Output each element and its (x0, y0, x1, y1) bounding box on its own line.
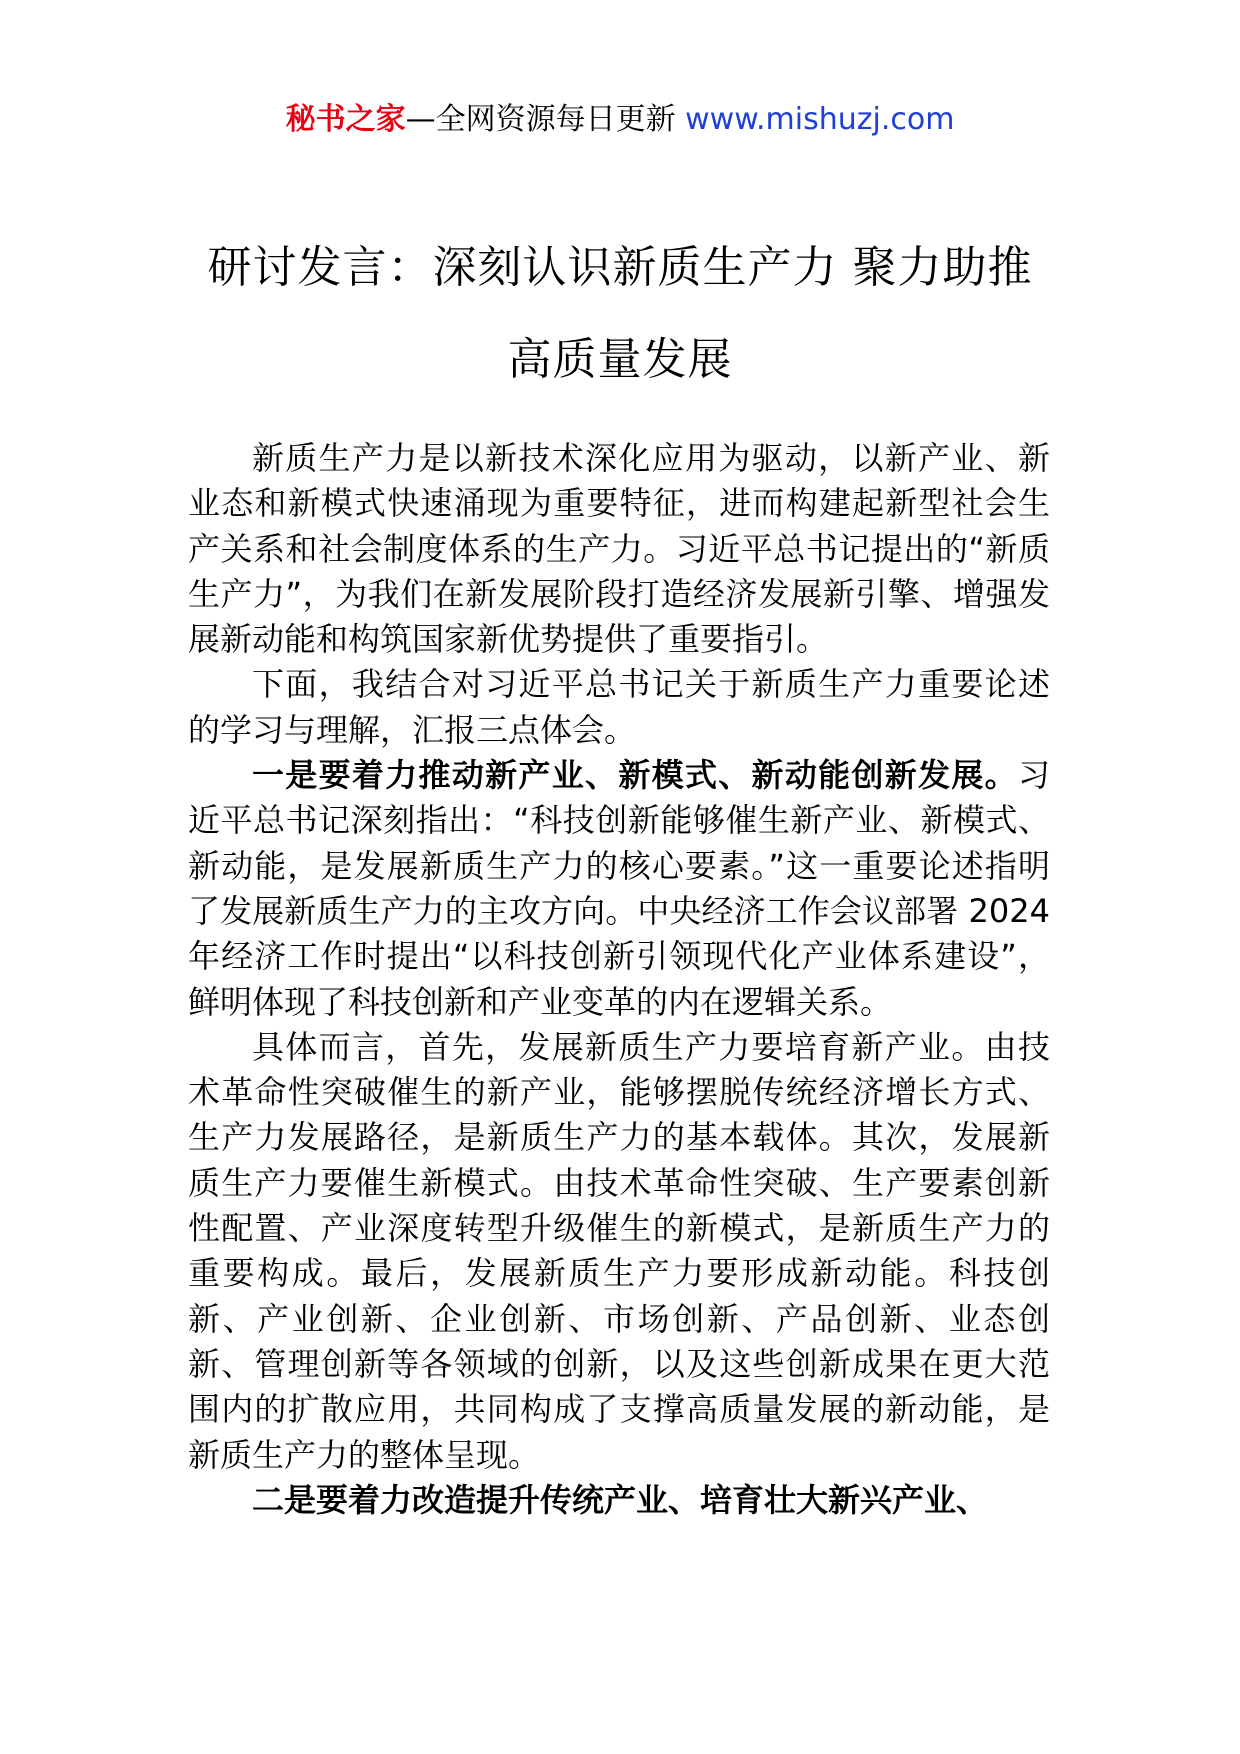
brand-name: 秘书之家 (285, 102, 406, 137)
title-line-2: 高质量发展 (507, 334, 733, 385)
paragraph-text: 新质生产力是以新技术深化应用为驱动，以新产业、新业态和新模式快速涌现为重要特征，进而构建起新型社会生产关系和社会制度体系的生产力。习近平总书记提出的“新质生产力”，为我们在新发展阶段打造经济发展新引擎、增强发展新动能和构筑国家新优势提供了重要指引。 (188, 439, 1050, 659)
paragraph-text: 下面，我结合对习近平总书记关于新质生产力重要论述的学习与理解，汇报三点体会。 (188, 665, 1050, 749)
site-url-link[interactable]: www.mishuzj.com (685, 102, 955, 137)
paragraph (188, 1478, 1050, 1523)
paragraph (188, 1025, 1050, 1478)
site-header (0, 98, 1240, 142)
paragraph-text: 习近平总书记深刻指出：“科技创新能够催生新产业、新模式、新动能，是发展新质生产力的核心要素。”这一重要论述指明了发展新质生产力的主攻方向。中央经济工作会议部署 2024 年经济工作时提出“以科技创新引领现代化产业体系建设”，鲜明体现了科技创新和产业变革的内在逻辑关系。 (188, 756, 1050, 1021)
paragraph-lead: 一是要着力推动新产业、新模式、新动能创新发展。 (252, 756, 1018, 795)
paragraph (188, 436, 1050, 662)
document-body (188, 436, 1050, 1523)
header-tagline: —全网资源每日更新 (405, 102, 676, 137)
paragraph (188, 753, 1050, 1025)
document-title (150, 222, 1090, 406)
title-line-1: 研讨发言：深刻认识新质生产力 聚力助推 (207, 242, 1033, 293)
paragraph-lead: 二是要着力改造提升传统产业、培育壮大新兴产业、 (252, 1480, 989, 1519)
paragraph-text: 具体而言，首先，发展新质生产力要培育新产业。由技术革命性突破催生的新产业，能够摆脱传统经济增长方式、生产力发展路径，是新质生产力的基本载体。其次，发展新质生产力要催生新模式。由技术革命性突破、生产要素创新性配置、产业深度转型升级催生的新模式，是新质生产力的重要构成。最后，发展新质生产力要形成新动能。科技创新、产业创新、企业创新、市场创新、产品创新、业态创新、管理创新等各领域的创新，以及这些创新成果在更大范围内的扩散应用，共同构成了支撑高质量发展的新动能，是新质生产力的整体呈现。 (188, 1027, 1050, 1474)
paragraph (188, 662, 1050, 753)
